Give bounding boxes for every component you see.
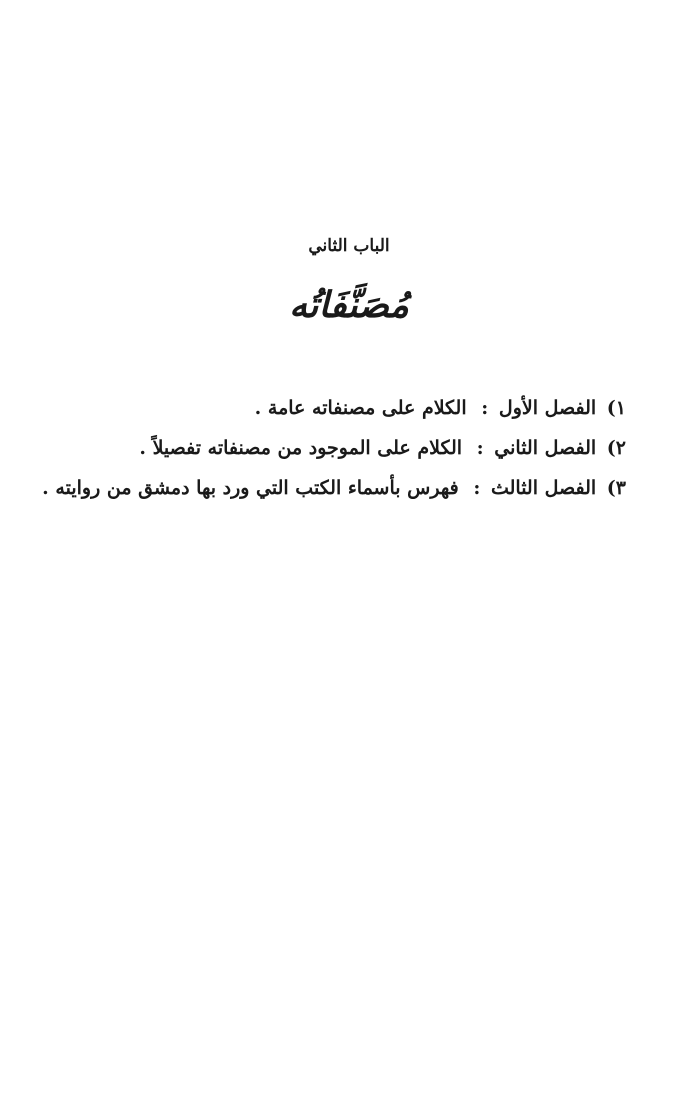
section-name: الفصل الثالث	[490, 477, 597, 499]
section-separator: :	[481, 397, 489, 419]
section-number: ٢)	[606, 437, 626, 459]
section-description: الكلام على مصنفاته عامة .	[254, 397, 467, 419]
section-separator: :	[476, 437, 484, 459]
chapter-title: مُصَنَّفَاتُه	[289, 284, 409, 326]
section-item-2	[66, 428, 626, 468]
section-item-1	[66, 388, 626, 428]
chapter-label: الباب الثاني	[308, 236, 390, 256]
section-separator: :	[473, 477, 481, 499]
section-number: ٣)	[606, 477, 626, 499]
section-number: ١)	[606, 397, 626, 419]
section-description: الكلام على الموجود من مصنفاته تفصيلاً .	[139, 437, 463, 459]
section-list	[42, 388, 626, 508]
section-description: فهرس بأسماء الكتب التي ورد بها دمشق من روايته .	[42, 477, 459, 499]
section-name: الفصل الأول	[498, 397, 597, 419]
section-name: الفصل الثاني	[494, 437, 597, 459]
section-item-3	[42, 468, 626, 508]
